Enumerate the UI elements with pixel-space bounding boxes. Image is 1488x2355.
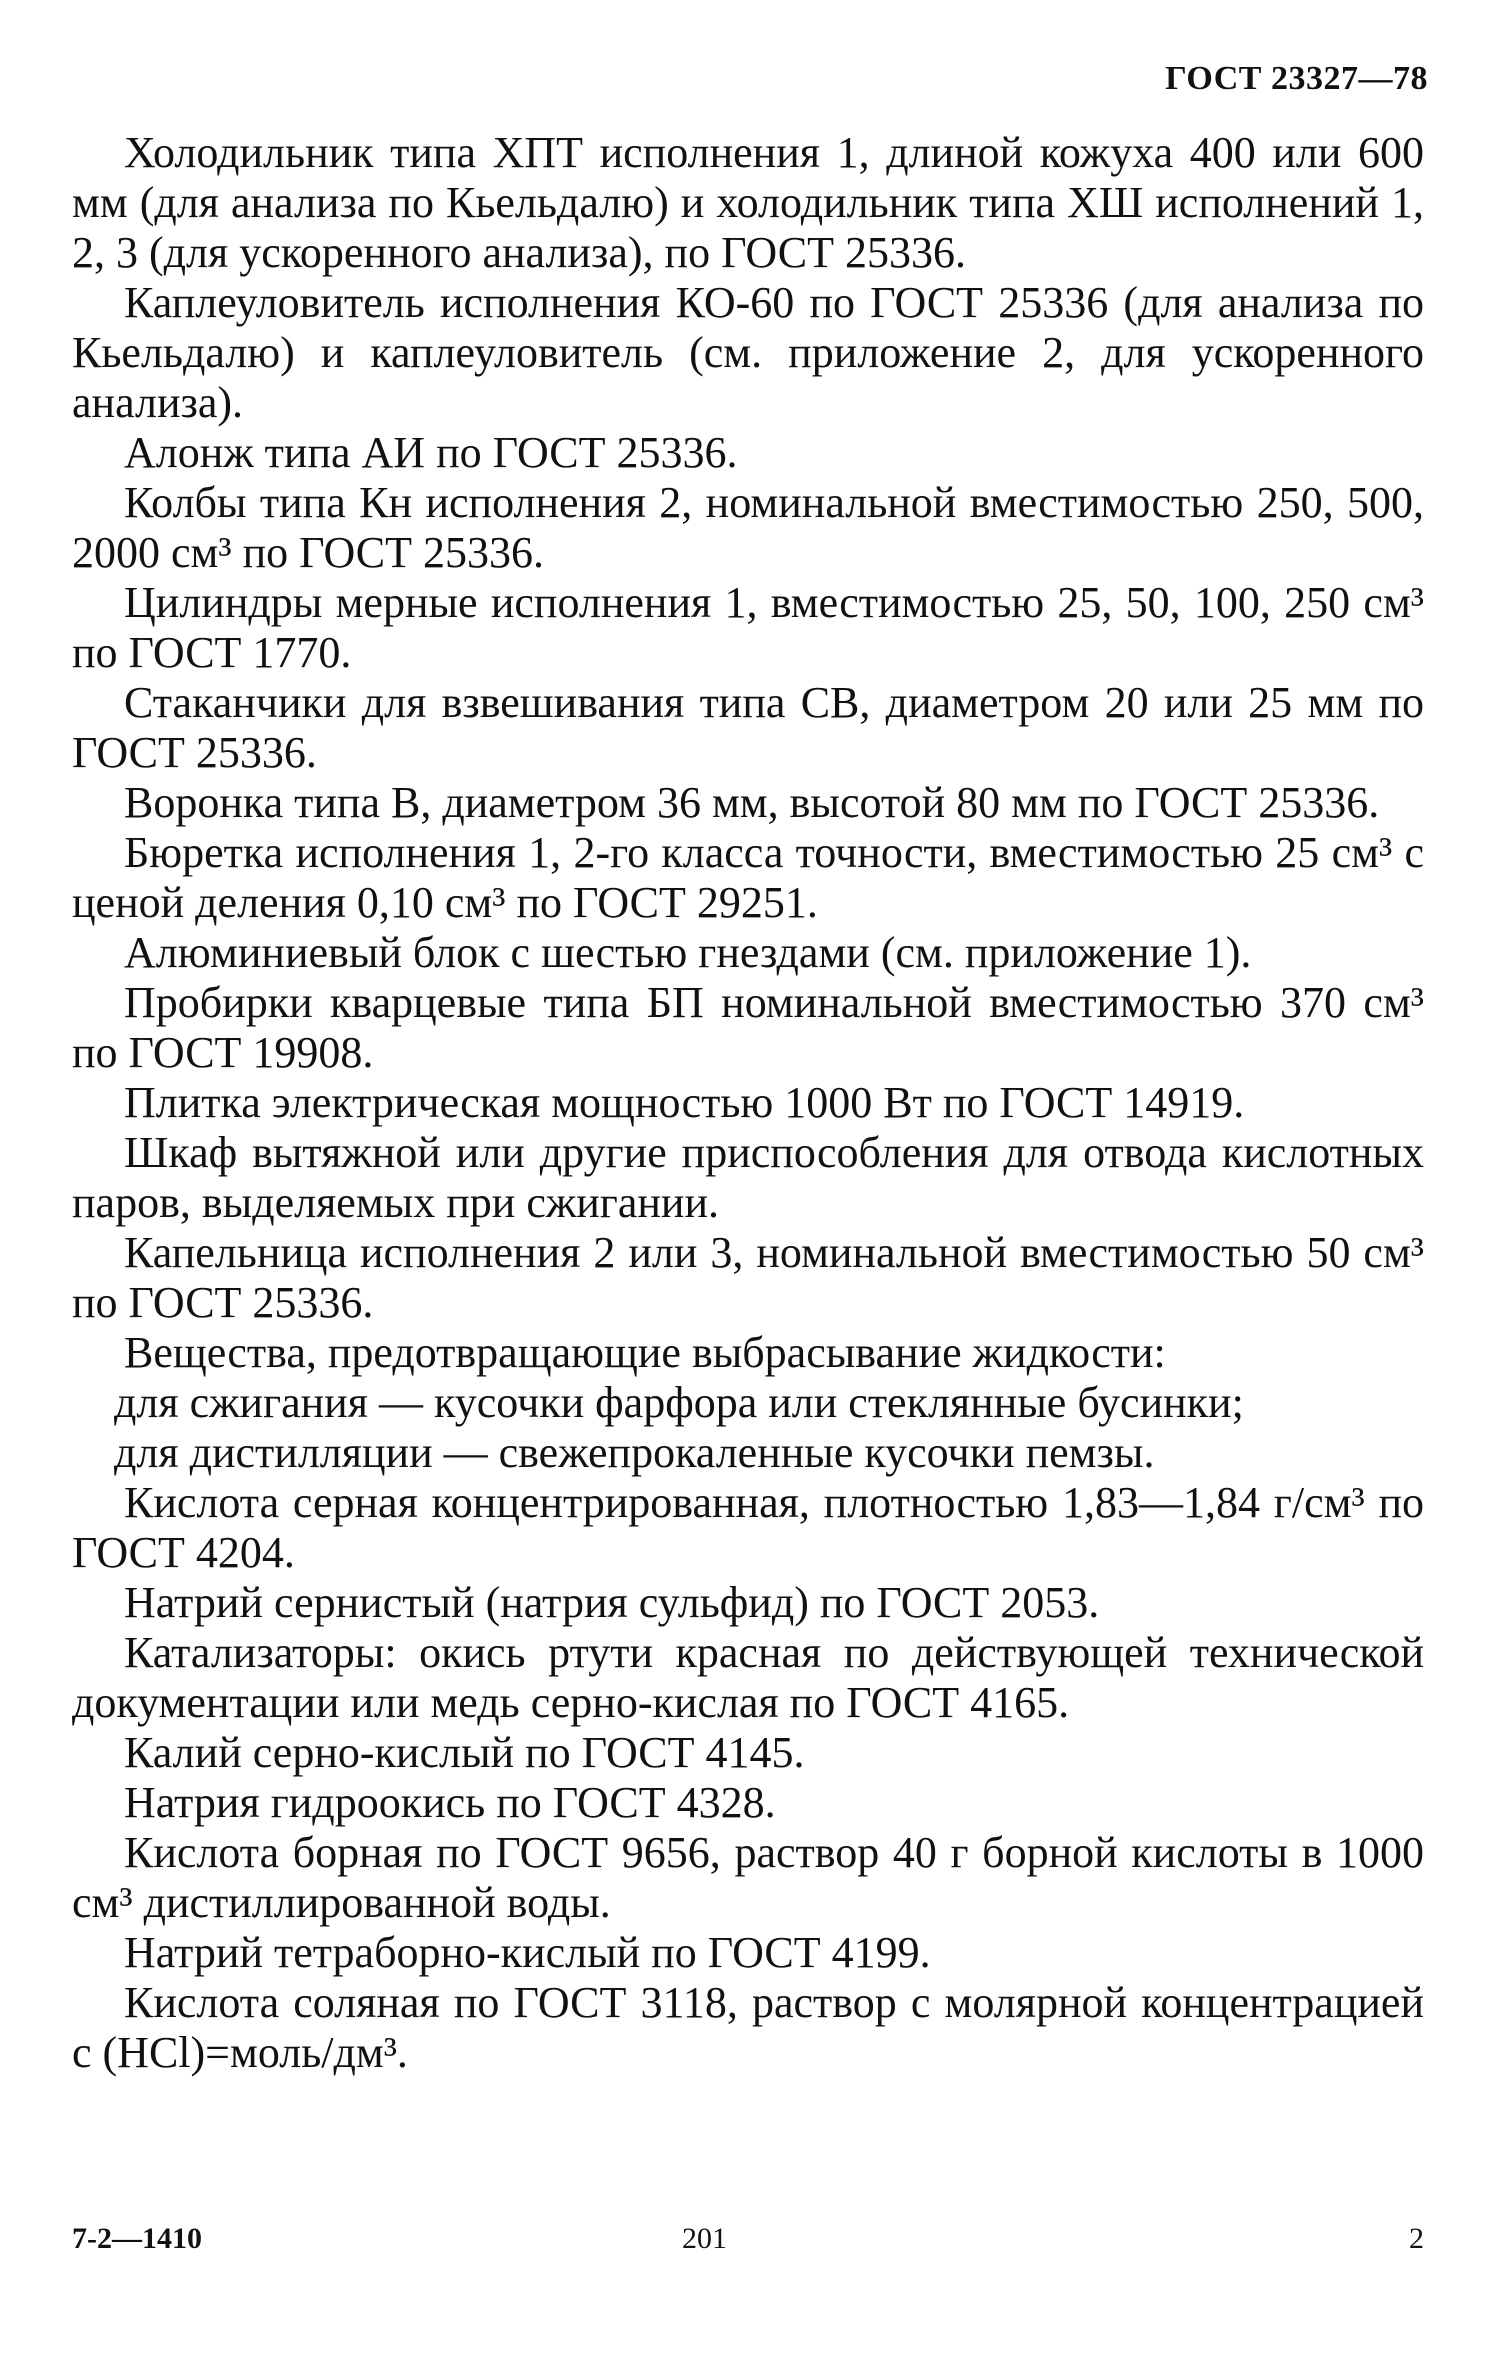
document-header: ГОСТ 23327—78 (1165, 60, 1428, 97)
paragraph-test-tubes: Пробирки кварцевые типа БП номинальной вместимостью 370 см³ по ГОСТ 19908. (72, 978, 1424, 1077)
paragraph-sodium-hydroxide: Натрия гидроокись по ГОСТ 4328. (124, 1778, 776, 1827)
paragraph-allonge: Алонж типа АИ по ГОСТ 25336. (124, 428, 738, 477)
page-body (72, 128, 1424, 2078)
paragraph-sodium-sulfide: Натрий сернистый (натрия сульфид) по ГОСТ 2053. (124, 1578, 1100, 1627)
paragraph-anti-bumping: Вещества, предотвращающие выбрасывание жидкости: (124, 1328, 1166, 1377)
paragraph-hotplate: Плитка электрическая мощностью 1000 Вт по ГОСТ 14919. (124, 1078, 1245, 1127)
paragraph-catalysts: Катализаторы: окись ртути красная по действующей технической документации или медь серно-кислая по ГОСТ 4165. (72, 1628, 1424, 1727)
paragraph-boric-acid: Кислота борная по ГОСТ 9656, раствор 40 г борной кислоты в 1000 см³ дистиллированной воды. (72, 1828, 1424, 1927)
paragraph-burette: Бюретка исполнения 1, 2-го класса точности, вместимостью 25 см³ с ценой деления 0,10 см³ по ГОСТ 29251. (72, 828, 1424, 927)
paragraph-aluminium-block: Алюминиевый блок с шестью гнездами (см. приложение 1). (124, 928, 1252, 977)
paragraph-potassium-sulfate: Калий серно-кислый по ГОСТ 4145. (124, 1728, 805, 1777)
paragraph-weighing-cups: Стаканчики для взвешивания типа СВ, диаметром 20 или 25 мм по ГОСТ 25336. (72, 678, 1424, 777)
footer-print-code: 7-2—1410 (72, 2222, 202, 2255)
paragraph-for-combustion: для сжигания — кусочки фарфора или стеклянные бусинки; (114, 1378, 1244, 1427)
paragraph-for-distillation: для дистилляции — свежепрокаленные кусочки пемзы. (114, 1428, 1155, 1477)
page-footer (72, 2222, 1424, 2262)
paragraph-drip-catcher: Каплеуловитель исполнения КО-60 по ГОСТ 25336 (для анализа по Кьельдалю) и каплеуловитель (см. приложение 2, для ускоренного анализа). (72, 278, 1424, 427)
paragraph-hydrochloric-acid: Кислота соляная по ГОСТ 3118, раствор с молярной концентрацией с (HCl)=моль/дм³. (72, 1978, 1424, 2077)
paragraph-condenser: Холодильник типа ХПТ исполнения 1, длиной кожуха 400 или 600 мм (для анализа по Кьельдалю) и холодильник типа ХШ исполнений 1, 2, 3 (для ускоренного анализа), по ГОСТ 25336. (72, 128, 1424, 277)
paragraph-dropper: Капельница исполнения 2 или 3, номинальной вместимостью 50 см³ по ГОСТ 25336. (72, 1228, 1424, 1327)
footer-page-number: 201 (682, 2222, 727, 2255)
paragraph-fume-hood: Шкаф вытяжной или другие приспособления для отвода кислотных паров, выделяемых при сжигании. (72, 1128, 1424, 1227)
paragraph-cylinders: Цилиндры мерные исполнения 1, вместимостью 25, 50, 100, 250 см³ по ГОСТ 1770. (72, 578, 1424, 677)
paragraph-sodium-tetraborate: Натрий тетраборно-кислый по ГОСТ 4199. (124, 1928, 931, 1977)
footer-sheet-number: 2 (1409, 2222, 1424, 2255)
paragraph-funnel: Воронка типа В, диаметром 36 мм, высотой 80 мм по ГОСТ 25336. (124, 778, 1380, 827)
paragraph-flasks: Колбы типа Кн исполнения 2, номинальной вместимостью 250, 500, 2000 см³ по ГОСТ 25336. (72, 478, 1424, 577)
paragraph-sulfuric-acid: Кислота серная концентрированная, плотностью 1,83—1,84 г/см³ по ГОСТ 4204. (72, 1478, 1424, 1577)
